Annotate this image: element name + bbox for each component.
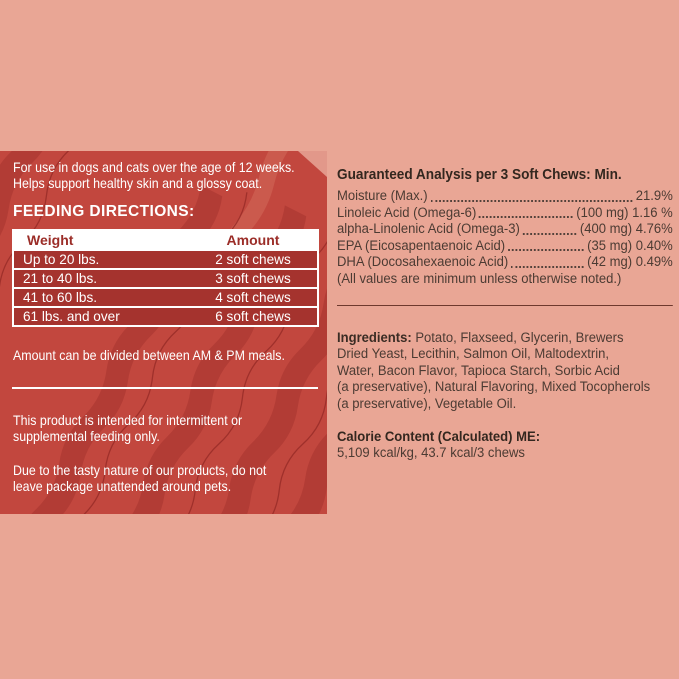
amount-column-header: Amount — [226, 232, 280, 248]
amount-cell: 6 soft chews — [215, 309, 291, 324]
table-row — [14, 289, 317, 306]
analysis-row — [337, 188, 673, 205]
dot-leader — [479, 205, 573, 219]
meal-split-note: Amount can be divided between AM & PM meals. — [13, 348, 285, 363]
weight-cell: 21 to 40 lbs. — [23, 271, 98, 286]
notice-line: This product is intended for intermittent or — [13, 413, 243, 428]
nutrient-name: EPA (Eicosapentaenoic Acid) — [337, 237, 506, 254]
nutrient-value: (100 mg) 1.16 % — [576, 204, 673, 221]
intermittent-feeding-notice — [13, 413, 242, 445]
ingredients-line: (a preservative), Vegetable Oil. — [337, 395, 517, 412]
panel-divider-line — [12, 387, 318, 389]
calorie-content-value: 5,109 kcal/kg, 43.7 kcal/3 chews — [337, 445, 525, 462]
feeding-directions-heading: FEEDING DIRECTIONS: — [13, 203, 195, 220]
analysis-row — [337, 254, 673, 271]
weight-cell: 41 to 60 lbs. — [23, 290, 98, 305]
analysis-footnote: (All values are minimum unless otherwise noted.) — [337, 270, 622, 287]
guaranteed-analysis-heading: Guaranteed Analysis per 3 Soft Chews: Min. — [337, 167, 622, 183]
dot-leader — [511, 254, 584, 268]
ingredients-line — [337, 330, 673, 347]
ingredients-text: Potato, Flaxseed, Glycerin, Brewers — [415, 329, 624, 346]
nutrient-value: 21.9% — [635, 188, 673, 204]
table-header-row — [14, 231, 317, 249]
amount-cell: 3 soft chews — [215, 271, 291, 286]
weight-cell: Up to 20 lbs. — [23, 252, 100, 267]
nutrient-value: (42 mg) 0.49% — [587, 254, 673, 271]
table-row — [14, 251, 317, 268]
ingredients-line: Water, Bacon Flavor, Tapioca Starch, Sorbic Acid — [337, 362, 620, 379]
usage-line: Helps support healthy skin and a glossy coat. — [13, 176, 263, 191]
ingredients-statement — [337, 330, 673, 413]
amount-cell: 2 soft chews — [215, 252, 291, 267]
amount-cell: 4 soft chews — [215, 290, 291, 305]
analysis-panel — [337, 166, 673, 462]
calorie-content-heading: Calorie Content (Calculated) ME: — [337, 428, 541, 445]
feeding-directions-table — [12, 229, 319, 327]
weight-column-header: Weight — [27, 232, 74, 248]
ingredients-label: Ingredients: — [337, 329, 412, 346]
nutrient-name: DHA (Docosahexaenoic Acid) — [337, 254, 509, 271]
dot-leader — [508, 238, 584, 252]
nutrient-name: alpha-Linolenic Acid (Omega-3) — [337, 221, 520, 238]
nutrient-value: (400 mg) 4.76% — [579, 221, 673, 238]
analysis-row — [337, 205, 673, 222]
dot-leader — [430, 188, 632, 202]
notice-line: supplemental feeding only. — [13, 429, 160, 444]
package-warning — [13, 463, 266, 495]
nutrient-name: Linoleic Acid (Omega-6) — [337, 204, 477, 221]
section-divider-line — [337, 305, 673, 306]
analysis-row — [337, 221, 673, 238]
feeding-panel — [0, 151, 327, 514]
analysis-row — [337, 238, 673, 255]
usage-statement — [13, 160, 295, 192]
weight-cell: 61 lbs. and over — [23, 309, 120, 324]
ingredients-line: Dried Yeast, Lecithin, Salmon Oil, Maltodextrin, — [337, 346, 610, 363]
table-row — [14, 270, 317, 287]
warning-line: leave package unattended around pets. — [13, 479, 232, 494]
nutrient-value: (35 mg) 0.40% — [587, 237, 673, 254]
dot-leader — [523, 221, 577, 235]
usage-line: For use in dogs and cats over the age of 12 weeks. — [13, 160, 295, 175]
warning-line: Due to the tasty nature of our products, do not — [13, 463, 267, 478]
ingredients-line: (a preservative), Natural Flavoring, Mixed Tocopherols — [337, 379, 651, 396]
nutrient-name: Moisture (Max.) — [337, 188, 428, 204]
table-row — [14, 308, 317, 325]
